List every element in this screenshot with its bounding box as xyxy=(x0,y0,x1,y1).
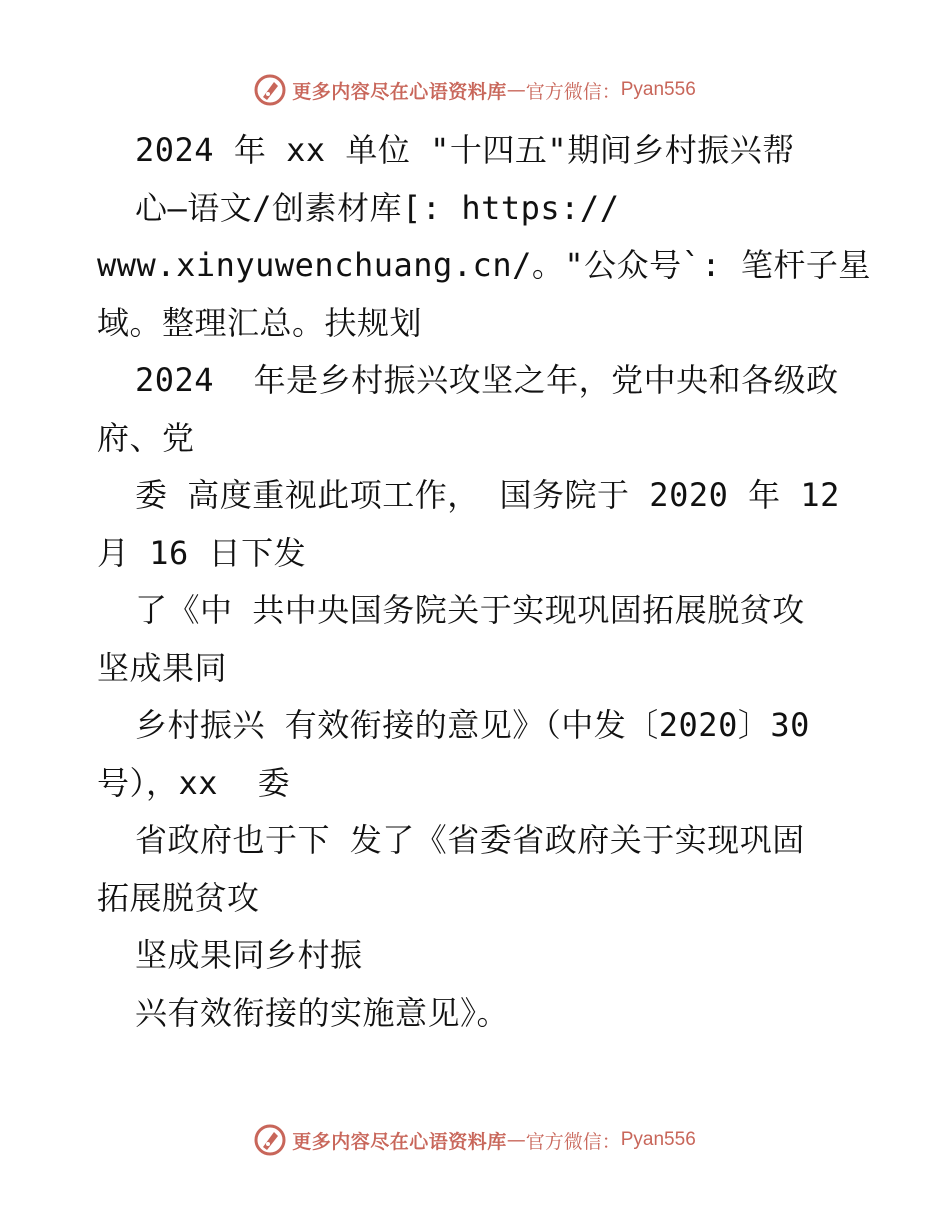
doc-line: 月 16 日下发 xyxy=(97,533,307,572)
doc-line: 坚成果同乡村振 xyxy=(135,936,363,974)
banner-brand-text: 更多内容尽在心语资料库 xyxy=(292,1130,507,1153)
doc-line: 府、党 xyxy=(97,418,195,457)
doc-line: www.xinyuwenchuang.cn/。"公众号`: 笔杆子星 xyxy=(97,246,871,284)
footer-banner xyxy=(0,1120,950,1160)
banner-wechat-label: 官方微信： xyxy=(525,80,621,103)
document-body xyxy=(97,122,871,1042)
doc-line: 拓展脱贫攻 xyxy=(97,878,260,917)
pen-nib-logo-icon xyxy=(254,1124,286,1156)
doc-line: 省政府也于下 发了《省委省政府关于实现巩固 xyxy=(135,821,805,859)
banner-separator: — xyxy=(506,1129,526,1151)
doc-line: 2024 年 xx 单位 "十四五"期间乡村振兴帮 xyxy=(135,131,795,169)
doc-line: 了《中 共中央国务院关于实现巩固拓展脱贫攻 xyxy=(135,591,805,629)
doc-line: 乡村振兴 有效衔接的意见》（中发〔2020〕30 xyxy=(135,706,810,744)
pen-nib-logo-icon xyxy=(254,74,286,106)
doc-line: 委 高度重视此项工作， 国务院于 2020 年 12 xyxy=(135,476,840,514)
banner-account: Pyan556 xyxy=(620,79,696,100)
banner-brand-text: 更多内容尽在心语资料库 xyxy=(292,80,507,103)
doc-line: 坚成果同 xyxy=(97,648,228,687)
header-banner xyxy=(0,70,950,110)
banner-separator: — xyxy=(506,79,526,101)
doc-line: 号），xx 委 xyxy=(97,763,291,802)
doc-line: 2024 年是乡村振兴攻坚之年，党中央和各级政 xyxy=(135,361,839,399)
doc-line: 域。整理汇总。扶规划 xyxy=(97,303,423,342)
doc-line: 兴有效衔接的实施意见》。 xyxy=(135,993,510,1032)
banner-wechat-label: 官方微信： xyxy=(525,1130,621,1153)
doc-line: 心—语文/创素材库[: https:// xyxy=(135,188,620,227)
banner-account: Pyan556 xyxy=(620,1129,696,1150)
